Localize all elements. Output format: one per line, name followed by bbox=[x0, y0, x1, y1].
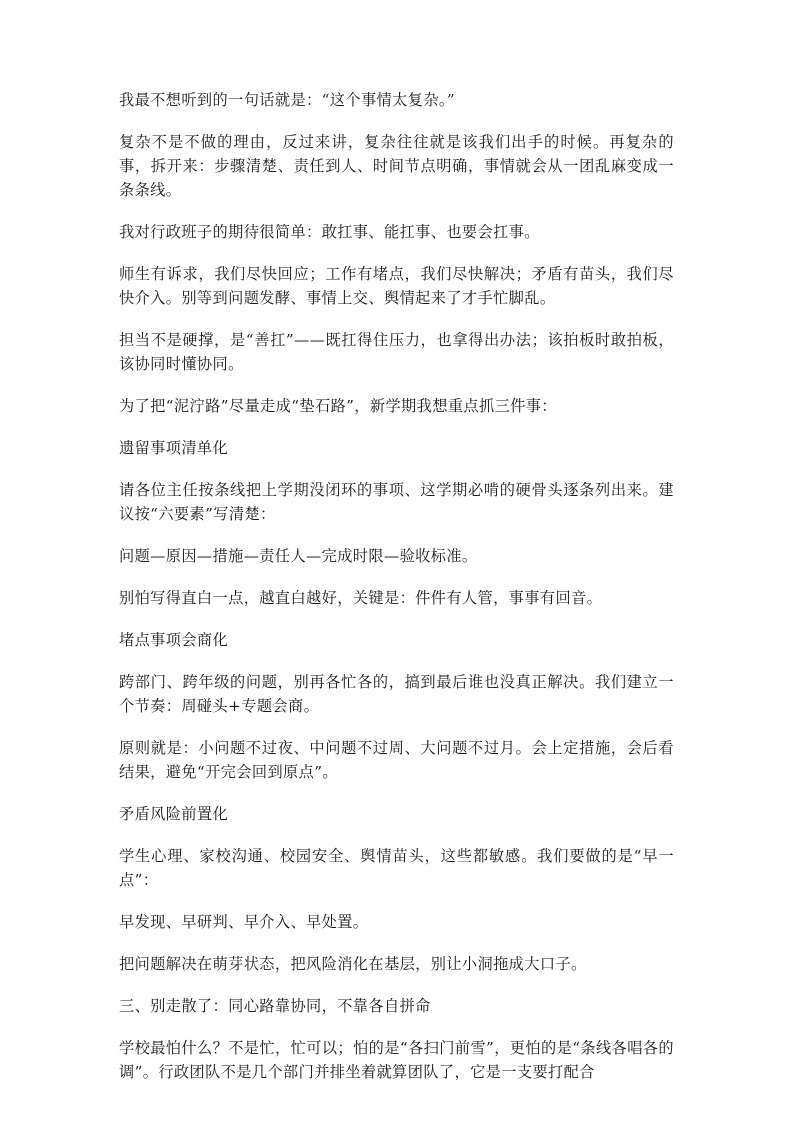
heading-legacy-items: 遗留事项清单化 bbox=[119, 439, 229, 457]
paragraph-teamwork: 学校最怕什么？不是忙，忙可以；怕的是“各扫门前雪”，更怕的是“条线各唱各的调”。行政团队不是几个部门并排坐着就算团队了，它是一支要打配合 bbox=[119, 1039, 674, 1081]
paragraph-response: 师生有诉求，我们尽快回应；工作有堵点，我们尽快解决；矛盾有苗头，我们尽快介入。别等到问题发酵、事情上交、舆情起来了才手忙脚乱。 bbox=[119, 265, 674, 307]
document-body bbox=[119, 88, 674, 1102]
paragraph-six-elements: 问题—原因—措施—责任人—完成时限—验收标准。 bbox=[119, 547, 478, 565]
paragraph-complexity: 复杂不是不做的理由，反过来讲，复杂往往就是该我们出手的时候。再复杂的事，拆开来：步骤清楚、责任到人、时间节点明确，事情就会从一团乱麻变成一条条线。 bbox=[119, 133, 674, 199]
paragraph-four-early: 早发现、早研判、早介入、早处置。 bbox=[119, 913, 369, 931]
paragraph-three-things: 为了把“泥泞路”尽量走成“垫石路”，新学期我想重点抓三件事： bbox=[119, 397, 557, 415]
paragraph-responsibility: 担当不是硬撑，是“善扛”——既扛得住压力，也拿得出办法；该拍板时敢拍板，该协同时懂协同。 bbox=[119, 331, 674, 373]
paragraph-plain-writing: 别怕写得直白一点，越直白越好，关键是：件件有人管，事事有回音。 bbox=[119, 589, 603, 607]
paragraph-list-items: 请各位主任按条线把上学期没闭环的事项、这学期必啃的硬骨头逐条列出来。建议按“六要素”写清楚： bbox=[119, 481, 674, 523]
heading-blockage-items: 堵点事项会商化 bbox=[119, 631, 229, 649]
paragraph-principle: 原则就是：小问题不过夜、中问题不过周、大问题不过月。会上定措施，会后看结果，避免“开完会回到原点”。 bbox=[119, 739, 674, 781]
heading-section-three: 三、别走散了：同心路靠协同，不靠各自拼命 bbox=[119, 997, 431, 1015]
paragraph-expectation: 我对行政班子的期待很简单：敢扛事、能扛事、也要会扛事。 bbox=[119, 223, 540, 241]
paragraph-opening-quote: 我最不想听到的一句话就是：“这个事情太复杂。” bbox=[119, 91, 456, 109]
heading-risk-items: 矛盾风险前置化 bbox=[119, 805, 229, 823]
paragraph-sensitive-issues: 学生心理、家校沟通、校园安全、舆情苗头，这些都敏感。我们要做的是“早一点”： bbox=[119, 847, 674, 889]
paragraph-cross-department: 跨部门、跨年级的问题，别再各忙各的，搞到最后谁也没真正解决。我们建立一个节奏：周碰头+专题会商。 bbox=[119, 673, 674, 715]
paragraph-resolve-early: 把问题解决在萌芽状态，把风险消化在基层，别让小洞拖成大口子。 bbox=[119, 955, 587, 973]
